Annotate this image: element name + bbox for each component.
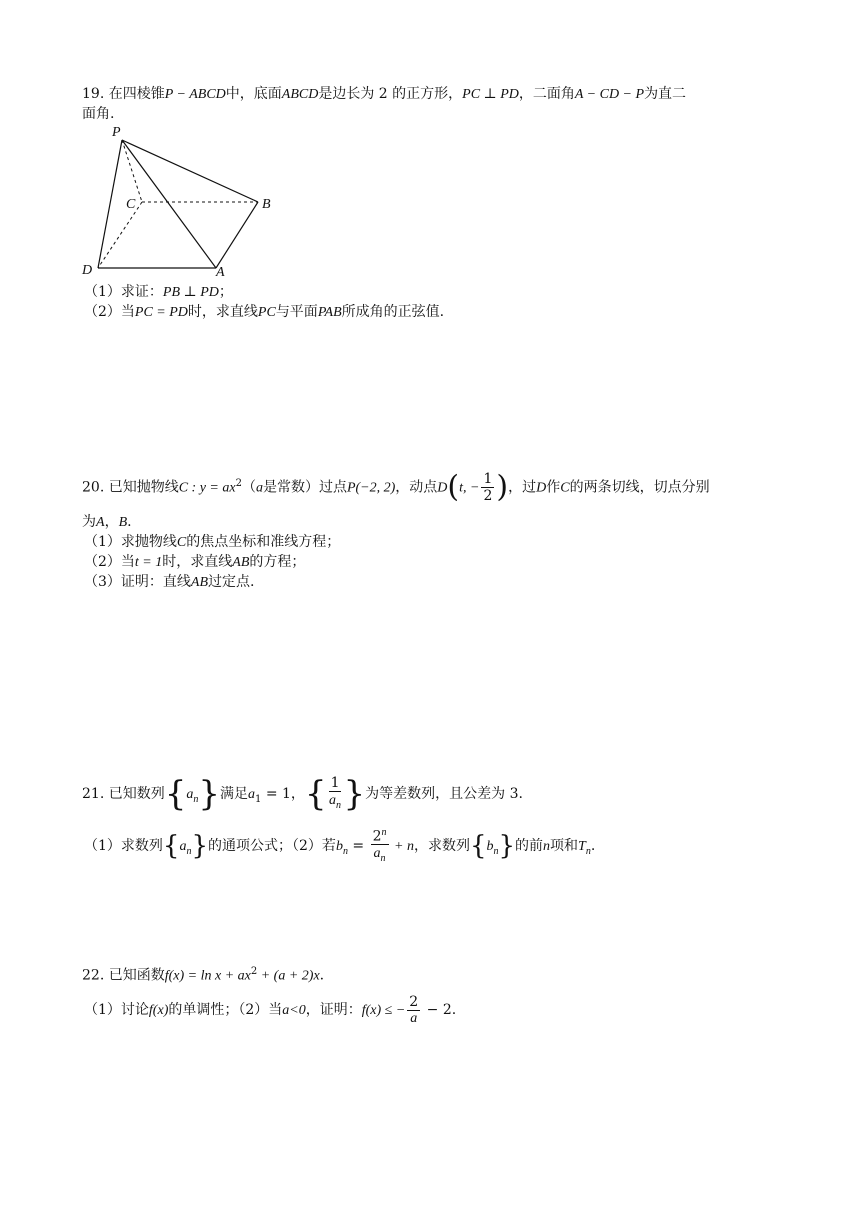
q22-number: 22. [82,967,105,984]
q20-part1: （1）求抛物线C的焦点坐标和准线方程； [84,534,341,550]
q20-number: 20. [82,479,105,496]
q20-line2: 为A，B. [82,514,132,530]
label-p: P [112,125,121,140]
q19-line1: 19. 在四棱锥P − ABCD中，底面ABCD是边长为 2 的正方形，PC ⊥ PD，二面角A − CD − P为直二 [82,86,687,102]
label-d: D [82,263,93,278]
q22-line1: 22. 已知函数$f(x) = \ln x + ax^2 + (a + 2)x$. [82,966,325,984]
pyramid-figure [78,122,288,282]
q19-part1: （1）求证：PB ⊥ PD； [84,284,233,300]
q19-line2: 面角. [82,106,115,122]
q20-part3: （3）证明：直线AB过定点. [84,574,255,590]
label-a: A [216,265,225,280]
q20-line1: 20. 已知抛物线C : $y = ax^2(a$是常数）过点P(−2, 2)，动点D(t, − $\frac{1}{2}$ )，过D作C的两条切线，切点分别 [82,469,710,505]
q21-line1: 21. 已知数列$\{a_n\}$满足$a_1 = 1$，{ $\frac{1}{a_n}$ }为等差数列，且公差为 3. [82,774,523,814]
q22-parts: （1）讨论f(x)的单调性；（2）当a<0，证明：f(x) ≤ − $\frac{2}{a}$ − 2. [84,993,457,1026]
q19-number: 19. [82,86,105,102]
q20-part2: （2）当t = 1时，求直线AB的方程； [84,554,306,570]
q21-parts: （1）求数列$\{a_n\}$的通项公式；（2）若$b_n$ = $\frac{2^n}{a_n}$ + n，求数列$\{b_n\}$的前n项和$T_n$. [84,826,596,865]
q21-number: 21. [82,786,105,802]
label-c: C [126,197,136,212]
q19-part2: （2）当PC = PD时，求直线PC与平面PAB所成角的正弦值. [84,304,445,320]
label-b: B [262,197,271,212]
